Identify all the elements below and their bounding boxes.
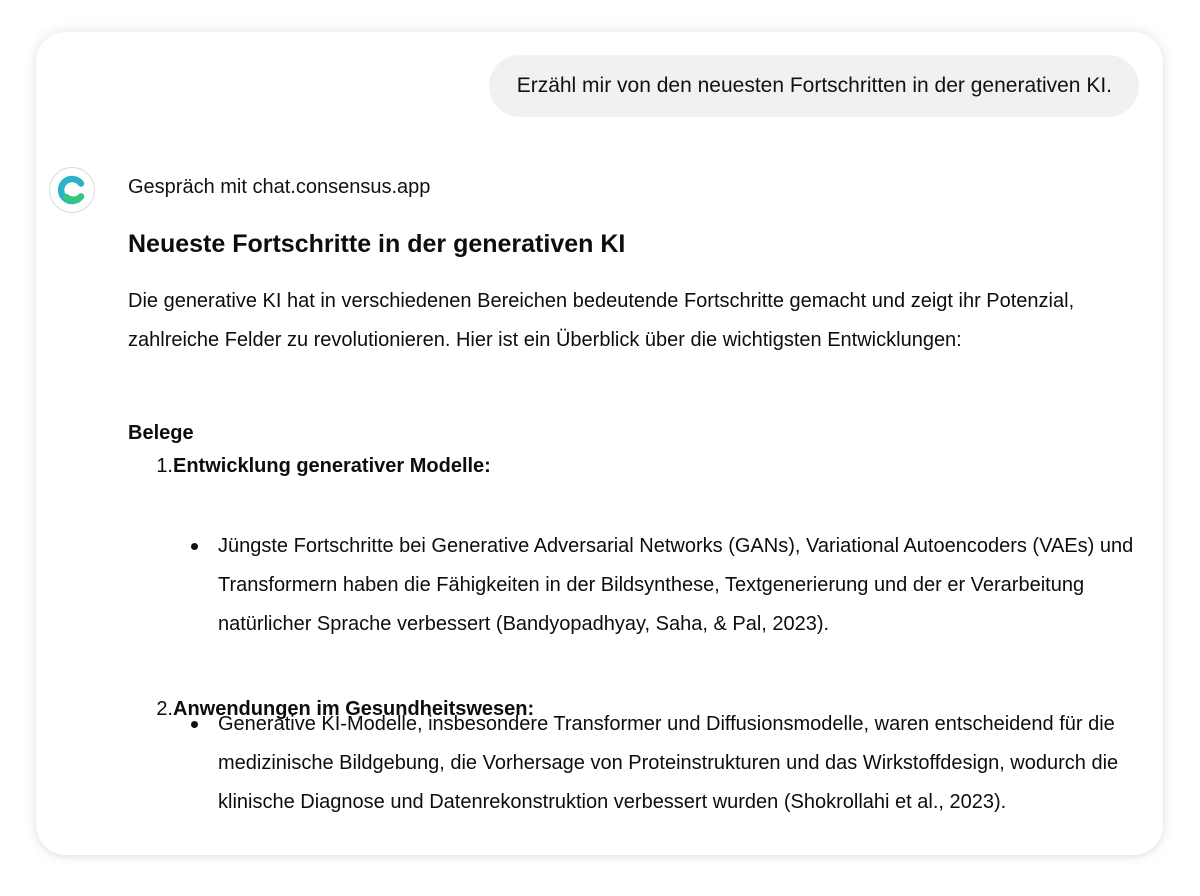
bullet-text: Generative KI-Modelle, insbesondere Transformer und Diffusionsmodelle, waren entscheidend für die medizinische Bildgebung, die Vorhersage von Proteinstrukturen und das Wirkstoffdesign, wodurch die klinische Diagnose und Datenrekonstruktion verbessert wurden (Shokrollahi et al., 2023). [218,713,1119,813]
bullet-dot [191,721,198,728]
item-title: Anwendungen im Gesundheitswesen: [173,698,535,720]
consensus-logo-icon [56,174,88,206]
numbered-item-1-title [173,455,491,478]
response-heading: Neueste Fortschritte in der generativen KI [128,230,626,258]
user-message-bubble [489,55,1139,117]
numbered-item-1 [128,455,173,478]
item-title: Entwicklung generativer Modelle: [173,455,491,477]
user-message-text: Erzähl mir von den neuesten Fortschritten in der generativen KI. [516,74,1112,97]
section-title-belege: Belege [128,422,194,444]
item-number: 2. [156,698,173,720]
list-item [185,527,1145,644]
bullet-text: Jüngste Fortschritte bei Generative Adversarial Networks (GANs), Variational Autoencoders (VAEs) und Transformern haben die Fähigkeiten in der Bildsynthese, Textgenerierung und der er Verarbeitung natürlicher Sprache verbessert (Bandyopadhyay, Saha, & Pal, 2023). [218,535,1134,635]
chat-card [36,32,1163,855]
item-number: 1. [156,455,173,477]
list-item [185,705,1145,822]
assistant-avatar [49,167,95,213]
bullet-dot [191,543,198,550]
response-intro: Die generative KI hat in verschiedenen Bereichen bedeutende Fortschritte gemacht und zeigt ihr Potenzial, zahlreiche Felder zu revolutionieren. Hier ist ein Überblick über die wichtigsten Entwicklungen: [128,290,1075,351]
gpt-source-label: Gespräch mit chat.consensus.app [128,176,431,198]
numbered-item-2 [128,698,173,721]
